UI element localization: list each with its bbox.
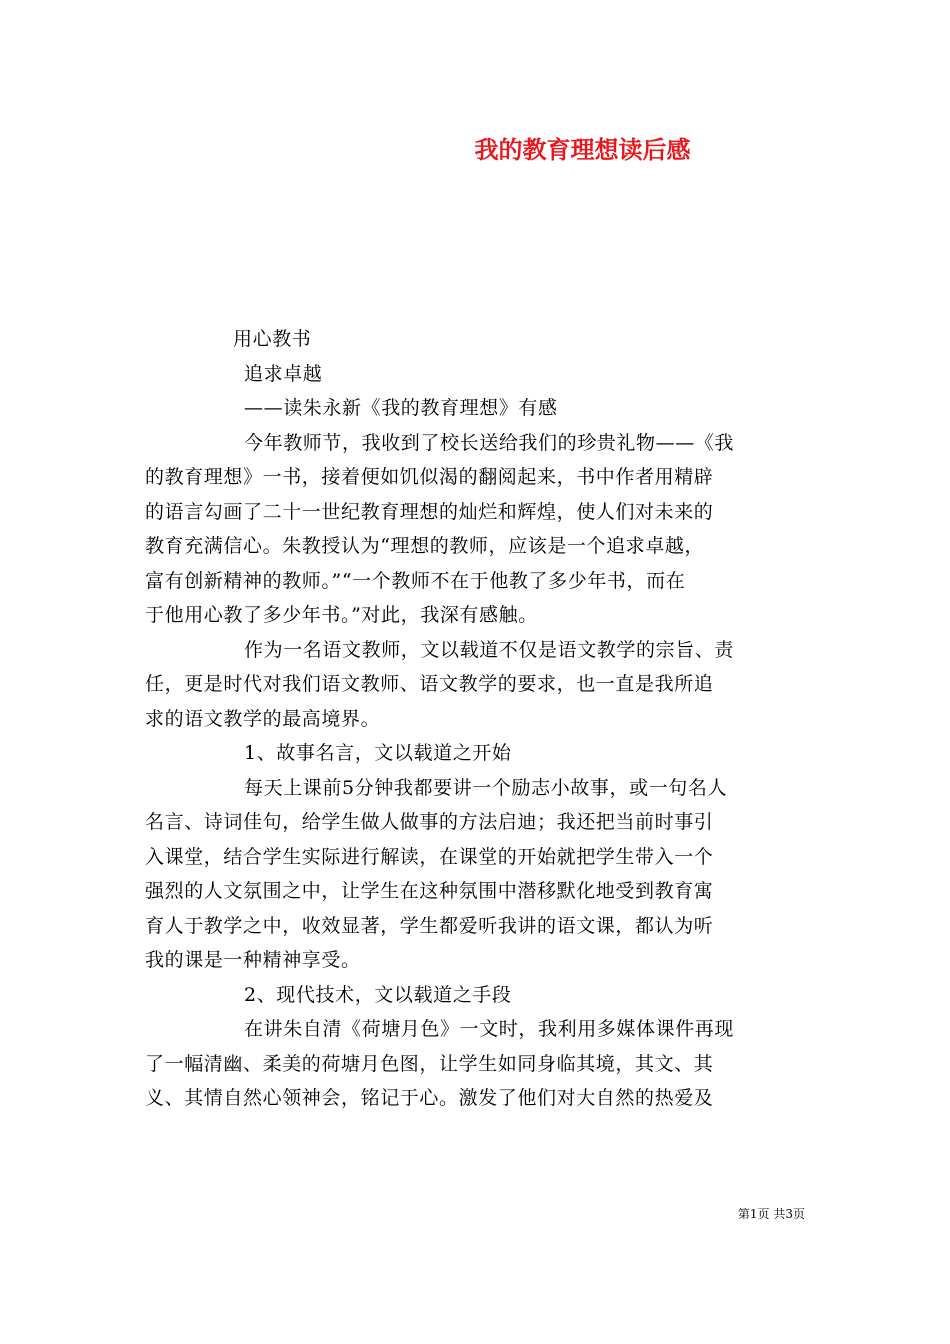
para-first-line: 2、现代技术，文以载道之手段 (244, 983, 512, 1006)
text-line: 于他用心教了多少年书。”对此，我深有感触。 (145, 604, 538, 626)
heading1-line: 用心教书 (233, 328, 312, 350)
text-line: 我的课是一种精神享受。 (145, 949, 361, 971)
document-title: 我的教育理想读后感 (474, 135, 691, 164)
para-first-line: 在讲朱自清《荷塘月色》一文时，我利用多媒体课件再现 (244, 1018, 735, 1040)
heading3-line: ——读朱永新《我的教育理想》有感 (244, 397, 558, 419)
text-line: 的教育理想》一书，接着便如饥似渴的翻阅起来，书中作者用精辟 (145, 466, 714, 488)
text-line: 强烈的人文氛围之中，让学生在这种氛围中潜移默化地受到教育寓 (145, 880, 714, 902)
text-line: 的语言勾画了二十一世纪教育理想的灿烂和辉煌，使人们对未来的 (145, 500, 714, 523)
text-line: 育人于教学之中，收效显著，学生都爱听我讲的语文课，都认为听 (145, 914, 714, 937)
text-line: 入课堂，结合学生实际进行解读，在课堂的开始就把学生带入一个 (145, 845, 714, 868)
para-first-line: 作为一名语文教师，文以载道不仅是语文教学的宗旨、责 (244, 638, 735, 661)
heading2-line: 追求卓越 (244, 362, 323, 385)
text-line: 富有创新精神的教师。”“一个教师不在于他教了多少年书，而在 (145, 569, 686, 592)
page-footer: 第1页 共3页 (737, 1207, 805, 1221)
text-line: 义、其情自然心领神会，铭记于心。激发了他们对大自然的热爱及 (145, 1087, 714, 1109)
text-line: 教育充满信心。朱教授认为“理想的教师，应该是一个追求卓越， (145, 535, 705, 557)
para-first-line: 1、故事名言，文以载道之开始 (244, 742, 512, 764)
text-line: 任，更是时代对我们语文教师、语文教学的要求，也一直是我所追 (145, 673, 714, 695)
text-line: 名言、诗词佳句，给学生做人做事的方法启迪；我还把当前时事引 (145, 811, 714, 833)
para-first-line: 今年教师节，我收到了校长送给我们的珍贵礼物——《我 (244, 431, 735, 454)
document-body (145, 322, 805, 1116)
text-line: 了一幅清幽、柔美的荷塘月色图，让学生如同身临其境，其文、其 (145, 1052, 714, 1075)
para-first-line: 每天上课前5分钟我都要讲一个励志小故事，或一句名人 (244, 776, 728, 799)
text-line: 求的语文教学的最高境界。 (145, 707, 381, 730)
